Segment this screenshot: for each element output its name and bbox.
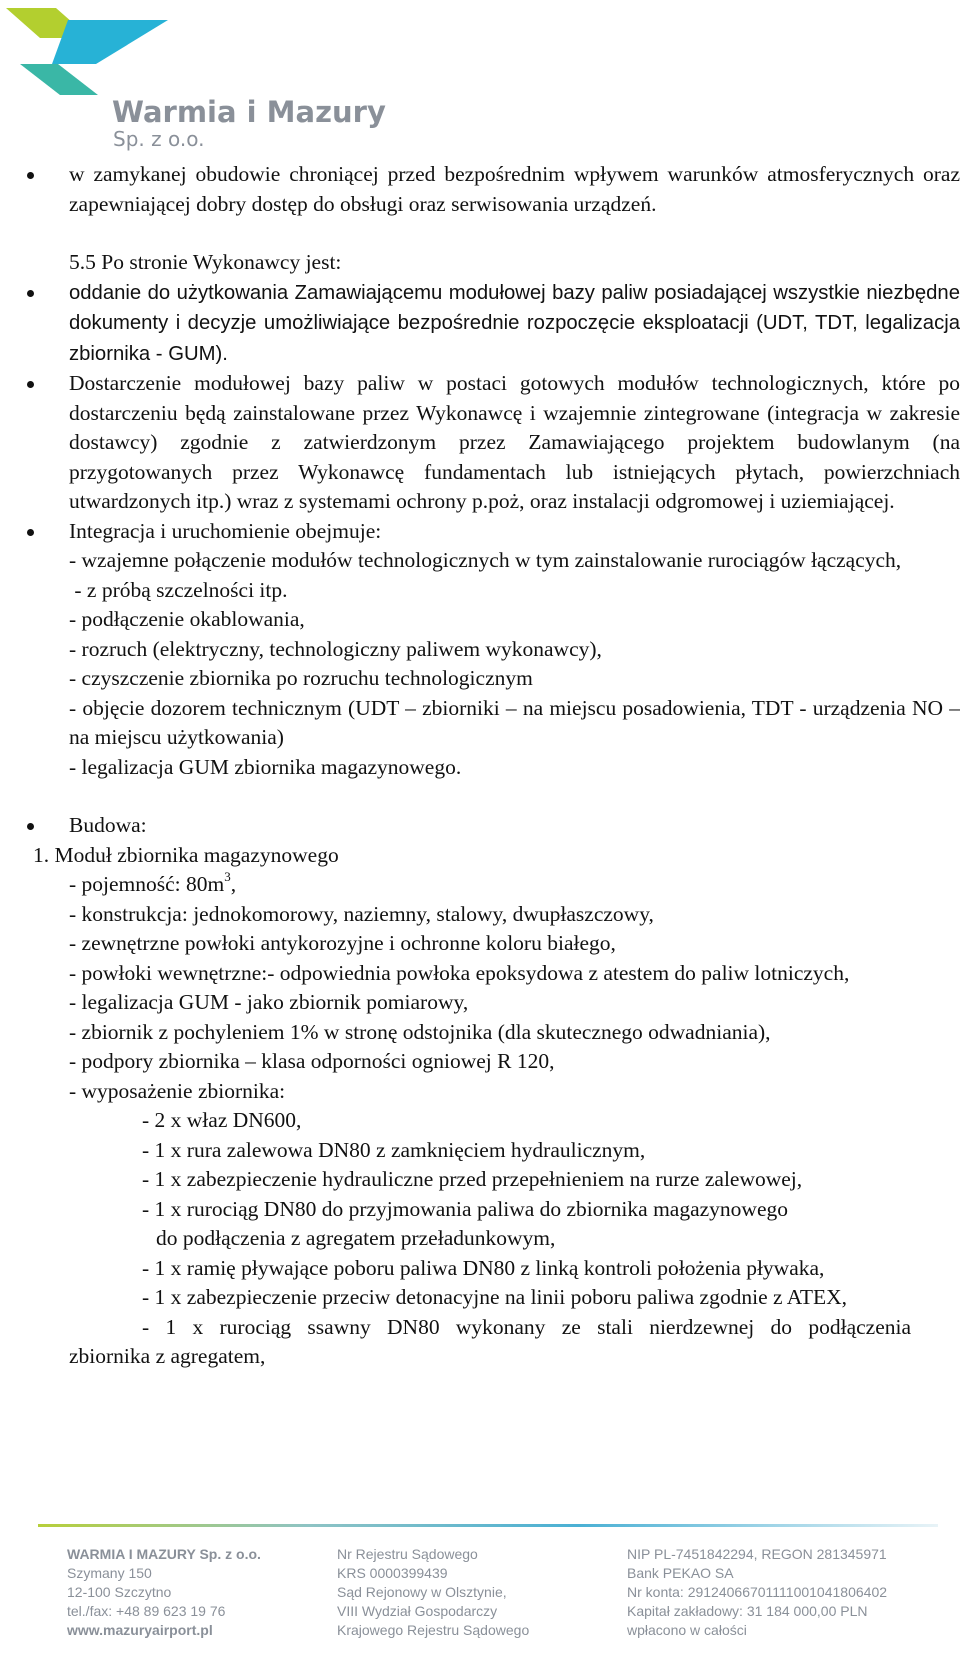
module-heading: 1. Moduł zbiornika magazynowego (33, 842, 339, 867)
equipment-item: - 1 x rurociąg DN80 do przyjmowania paliwa do zbiornika magazynowego (142, 1196, 788, 1221)
capacity-exponent: 3 (224, 868, 231, 884)
footer-line: Nr konta: 29124066701111001041806402 (627, 1584, 888, 1600)
sub-item: - objęcie dozorem technicznym (UDT – zbiorniki – na miejscu posadowienia, TDT - urządzenia NO – na miejscu użytkowania) (69, 695, 960, 749)
sub-item: - legalizacja GUM zbiornika magazynowego. (69, 754, 462, 779)
footer-line: wpłacono w całości (627, 1622, 747, 1638)
footer-registry-info (337, 1545, 529, 1640)
footer-divider (38, 1524, 938, 1527)
section-heading: 5.5 Po stronie Wykonawcy jest: (69, 250, 342, 274)
list-item-text: Integracja i uruchomienie obejmuje: (69, 518, 382, 543)
bullet-icon (27, 290, 34, 297)
company-logo (0, 0, 386, 151)
equipment-item: - 1 x rura zalewowa DN80 z zamknięciem hydraulicznym, (142, 1137, 646, 1162)
footer-line: NIP PL-7451842294, REGON 281345971 (627, 1546, 887, 1562)
sub-item: - podłączenie okablowania, (69, 607, 305, 631)
footer-line: Bank PEKAO SA (627, 1565, 734, 1581)
equipment-item-continuation: do podłączenia z agregatem przeładunkowym, (156, 1226, 556, 1250)
equipment-item: - 1 x rurociąg ssawny DN80 wykonany ze stali nierdzewnej do podłączenia (142, 1314, 911, 1339)
equipment-item: - 1 x zabezpieczenie przeciw detonacyjne na linii poboru paliwa zgodnie z ATEX, (142, 1285, 848, 1309)
module-spec: - powłoki wewnętrzne:- odpowiednia powłoka epoksydowa z atestem do paliw lotniczych, (69, 960, 850, 985)
bullet-icon (27, 529, 34, 536)
footer-financial-info (627, 1545, 887, 1640)
list-item (0, 278, 960, 370)
module-spec: - zbiornik z pochyleniem 1% w stronę odstojnika (dla skutecznego odwadniania), (69, 1019, 771, 1044)
footer-line: VIII Wydział Gospodarczy (337, 1603, 498, 1619)
list-item (0, 160, 960, 219)
footer-line: Nr Rejestru Sądowego (337, 1546, 478, 1562)
sub-item: - czyszczenie zbiornika po rozruchu technologicznym (69, 666, 533, 690)
footer-line: WARMIA I MAZURY Sp. z o.o. (67, 1546, 261, 1562)
footer-line: Sąd Rejonowy w Olsztynie, (337, 1584, 507, 1600)
bullet-icon (27, 172, 34, 179)
bullet-icon (27, 381, 34, 388)
list-item-text: oddanie do użytkowania Zamawiającemu modułowej bazy paliw posiadającej wszystkie niezbędne dokumenty i decyzje umożliwiające bezpośrednie rozpoczęcie eksploatacji (UDT, TDT, legalizacja zbiornika - GUM). (69, 281, 960, 365)
equipment-item: - 1 x zabezpieczenie hydrauliczne przed przepełnieniem na rurze zalewowej, (142, 1167, 803, 1191)
list-item-text: w zamykanej obudowie chroniącej przed bezpośrednim wpływem warunków atmosferycznych oraz zapewniającej dobry dostęp do obsługi oraz serwisowania urządzeń. (69, 162, 960, 216)
list-item (0, 811, 960, 841)
footer-company-info (67, 1545, 261, 1640)
logo-mark-icon (0, 0, 180, 100)
bullet-icon (27, 823, 34, 830)
footer-line: Kapitał zakładowy: 31 184 000,00 PLN (627, 1603, 868, 1619)
equipment-item: - 2 x właz DN600, (142, 1108, 302, 1132)
module-spec: - zewnętrzne powłoki antykorozyjne i ochronne koloru białego, (69, 931, 616, 955)
equipment-item-continuation: zbiornika z agregatem, (69, 1344, 266, 1368)
footer-line: 12-100 Szczytno (67, 1584, 172, 1600)
sub-item: - wzajemne połączenie modułów technologicznych w tym zainstalowanie rurociągów łączących, (69, 548, 902, 572)
module-spec: - legalizacja GUM - jako zbiornik pomiarowy, (69, 990, 469, 1014)
module-spec (0, 870, 960, 900)
logo-subtitle: Sp. z o.o. (113, 127, 205, 151)
module-spec: - konstrukcja: jednokomorowy, naziemny, stalowy, dwupłaszczowy, (69, 901, 654, 926)
footer-line: tel./fax: +48 89 623 19 76 (67, 1603, 226, 1619)
list-item-text: Budowa: (69, 813, 147, 837)
module-spec: - wyposażenie zbiornika: (69, 1078, 286, 1103)
capacity-text: - pojemność: 80m (69, 872, 225, 896)
footer-line: Krajowego Rejestru Sądowego (337, 1622, 530, 1638)
list-item (0, 369, 960, 517)
footer-line: KRS 0000399439 (337, 1565, 448, 1581)
logo-name: Warmia i Mazury (112, 95, 386, 129)
footer-website: www.mazuryairport.pl (67, 1622, 213, 1638)
footer-line: Szymany 150 (67, 1565, 152, 1581)
document-body (0, 160, 960, 1372)
list-item-text: Dostarczenie modułowej bazy paliw w postaci gotowych modułów technologicznych, które po dostarczeniu będą zainstalowane przez Wykonawcę i wzajemnie zintegrowane (integracja w zakresie dostawcy) zgodnie z zatwierdzonym przez Zamawiającego projektem budowlanym (na przygotowanych przez Wykonawcę fundamentach lub istniejących płytach, powierzchniach utwardzonych itp.) wraz z systemami ochrony p.poż, oraz instalacji odgromowej i uziemiającej. (69, 371, 960, 513)
sub-item: - z próbą szczelności itp. (69, 577, 288, 602)
list-item (0, 517, 960, 783)
module-spec: - podpory zbiornika – klasa odporności ogniowej R 120, (69, 1049, 555, 1073)
equipment-item: - 1 x ramię pływające poboru paliwa DN80 z linką kontroli położenia pływaka, (142, 1255, 825, 1280)
capacity-suffix: , (230, 872, 237, 896)
sub-item: - rozruch (elektryczny, technologiczny paliwem wykonawcy), (69, 636, 602, 661)
